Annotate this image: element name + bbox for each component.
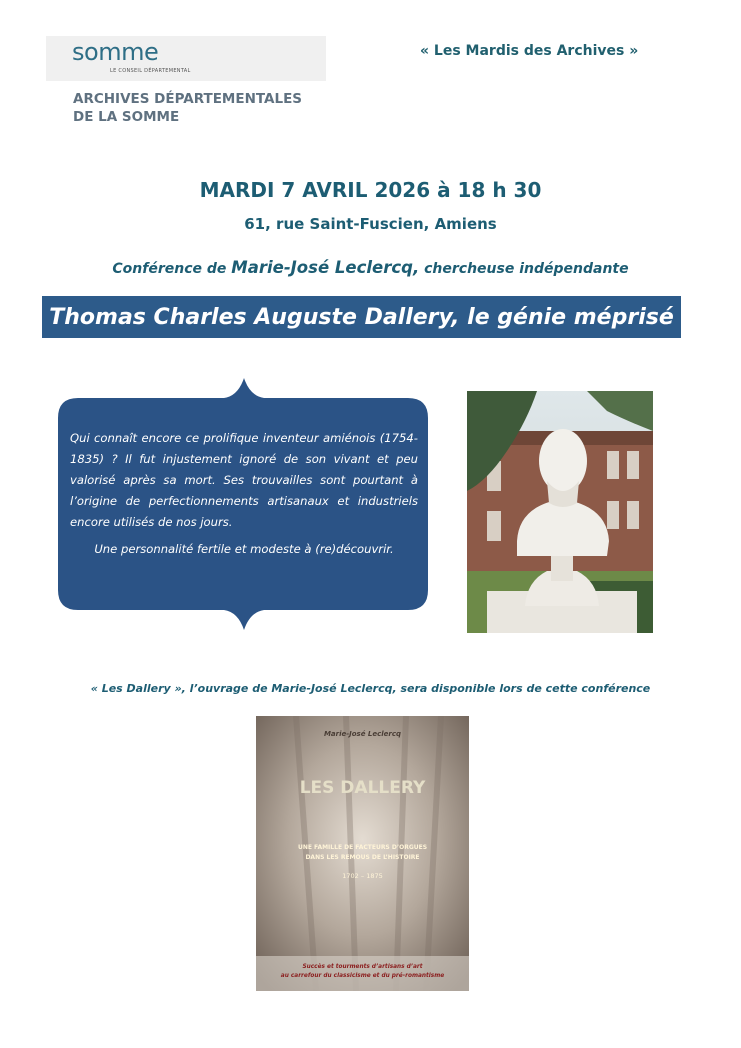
book-cover	[256, 716, 469, 991]
archives-line-2: DE LA SOMME	[73, 109, 180, 125]
cover-subtitle-2: DANS LES REMOUS DE L’HISTOIRE	[305, 854, 420, 861]
speaker-name: Marie-José Leclercq,	[231, 258, 420, 277]
speaker-line	[0, 258, 741, 277]
logo-word: somme	[72, 38, 159, 66]
logo-subtitle: LE CONSEIL DÉPARTEMENTAL	[110, 68, 191, 74]
archives-name	[73, 90, 373, 126]
bust-photo	[467, 391, 653, 633]
speaker-suffix: chercheuse indépendante	[419, 261, 629, 277]
book-availability-note: « Les Dallery », l’ouvrage de Marie-José Leclercq, sera disponible lors de cette conférence	[90, 682, 651, 695]
cover-bottom-1: Succès et tourments d’artisans d’art	[302, 964, 423, 970]
speaker-prefix: Conférence de	[112, 261, 232, 277]
cover-title: LES DALLERY	[299, 778, 426, 798]
description-body: Qui connaît encore ce prolifique inventeur amiénois (1754-1835) ? Il fut injustement ignoré de son vivant et peu valorisé après sa mort. Ses trouvailles sont pourtant à l’origine de perfectionnements artisanaux et industriels encore utilisés de nos jours.	[70, 431, 418, 529]
description-bubble	[58, 378, 430, 630]
cover-subtitle-1: UNE FAMILLE DE FACTEURS D’ORGUES	[297, 844, 428, 851]
cover-dates: 1702 – 1875	[342, 872, 383, 880]
somme-logo	[46, 36, 326, 81]
archives-line-1: ARCHIVES DÉPARTEMENTALES	[73, 91, 303, 107]
conference-title-banner	[42, 296, 681, 338]
description-text	[70, 428, 418, 560]
cover-author: Marie-José Leclercq	[323, 730, 402, 738]
description-tagline: Une personnalité fertile et modeste à (re)découvrir.	[94, 542, 394, 556]
event-address: 61, rue Saint-Fuscien, Amiens	[244, 215, 497, 233]
series-title: « Les Mardis des Archives »	[420, 43, 639, 59]
event-date: MARDI 7 AVRIL 2026 à 18 h 30	[199, 178, 542, 202]
conference-title: Thomas Charles Auguste Dallery, le génie méprisé	[49, 304, 674, 330]
cover-bottom-2: au carrefour du classicisme et du pré-romantisme	[280, 973, 445, 979]
